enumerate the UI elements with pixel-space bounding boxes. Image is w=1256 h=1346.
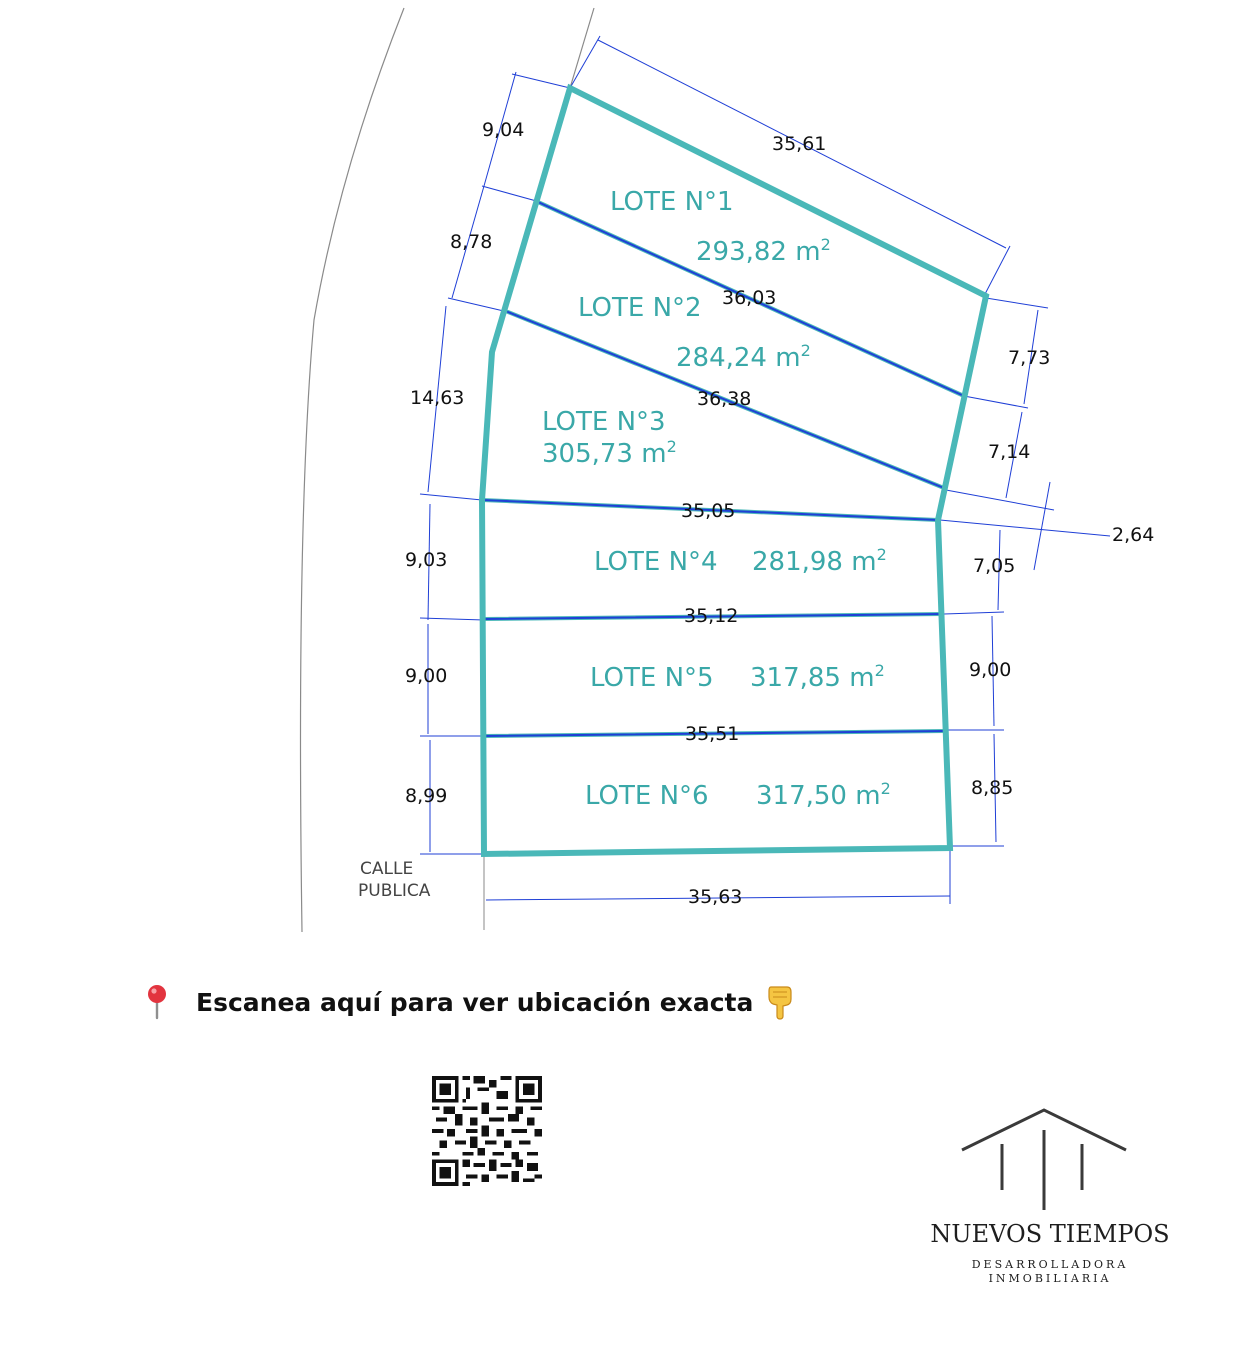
lot-6-area: 317,50 $m^2$	[756, 779, 891, 811]
location-qr-code[interactable]	[432, 1076, 542, 1186]
lot-1-name: LOTE N°1	[610, 187, 734, 217]
dim-left-5: 9,00	[405, 665, 448, 687]
house-roof-icon	[920, 1100, 1180, 1210]
dim-left-3: 14,63	[410, 387, 465, 409]
dim-right-2: 7,14	[988, 441, 1031, 463]
dim-right-1: 7,73	[1008, 347, 1051, 369]
lot-4-area: 281,98 $m^2$	[752, 545, 887, 577]
dim-left-1: 9,04	[482, 119, 525, 141]
dim-interior-3: 35,05	[681, 500, 736, 522]
dim-right-5: 9,00	[969, 659, 1012, 681]
dim-right-4: 7,05	[973, 555, 1016, 577]
lot-1-area: 293,82 $m^2$	[696, 235, 831, 267]
lot-3-name: LOTE N°3	[542, 407, 666, 437]
scan-caption-text: Escanea aquí para ver ubicación exacta	[196, 987, 754, 1017]
dim-left-2: 8,78	[450, 231, 493, 253]
brand-name: NUEVOS TIEMPOS	[930, 1220, 1170, 1248]
brand-tagline-line1: DESARROLLADORA	[971, 1258, 1129, 1271]
lot-divider-lines	[482, 202, 964, 736]
lot-5-area: 317,85 $m^2$	[750, 661, 885, 693]
street-label-line2: PUBLICA	[358, 881, 431, 901]
pointing-down-hand-icon	[765, 983, 795, 1021]
dim-interior-1: 36,03	[722, 287, 777, 309]
dim-bottom: 35,63	[688, 886, 743, 908]
dim-interior-5: 35,51	[685, 723, 740, 745]
street-label-line1: CALLE	[360, 859, 414, 879]
brand-tagline-line2: INMOBILIARIA	[988, 1272, 1112, 1285]
lot-3-area: 305,73 $m^2$	[542, 437, 677, 469]
lot-2-name: LOTE N°2	[578, 293, 702, 323]
dim-left-4: 9,03	[405, 549, 448, 571]
lot-4-name: LOTE N°4	[594, 547, 718, 577]
scan-caption	[140, 982, 795, 1022]
round-pushpin-icon	[140, 984, 170, 1020]
lot-2-area: 284,24 $m^2$	[676, 341, 811, 373]
brand-logo	[920, 1100, 1180, 1300]
street-edge-line	[301, 8, 405, 932]
dim-left-6: 8,99	[405, 785, 448, 807]
dim-top: 35,61	[772, 133, 827, 155]
dim-right-3: 2,64	[1112, 524, 1155, 546]
lot-6-name: LOTE N°6	[585, 781, 709, 811]
top-boundary-extension	[570, 8, 594, 88]
dim-right-6: 8,85	[971, 777, 1014, 799]
lot-5-name: LOTE N°5	[590, 663, 714, 693]
dim-interior-2: 36,38	[697, 388, 752, 410]
dim-interior-4: 35,12	[684, 605, 739, 627]
dimension-lines	[420, 36, 1110, 904]
